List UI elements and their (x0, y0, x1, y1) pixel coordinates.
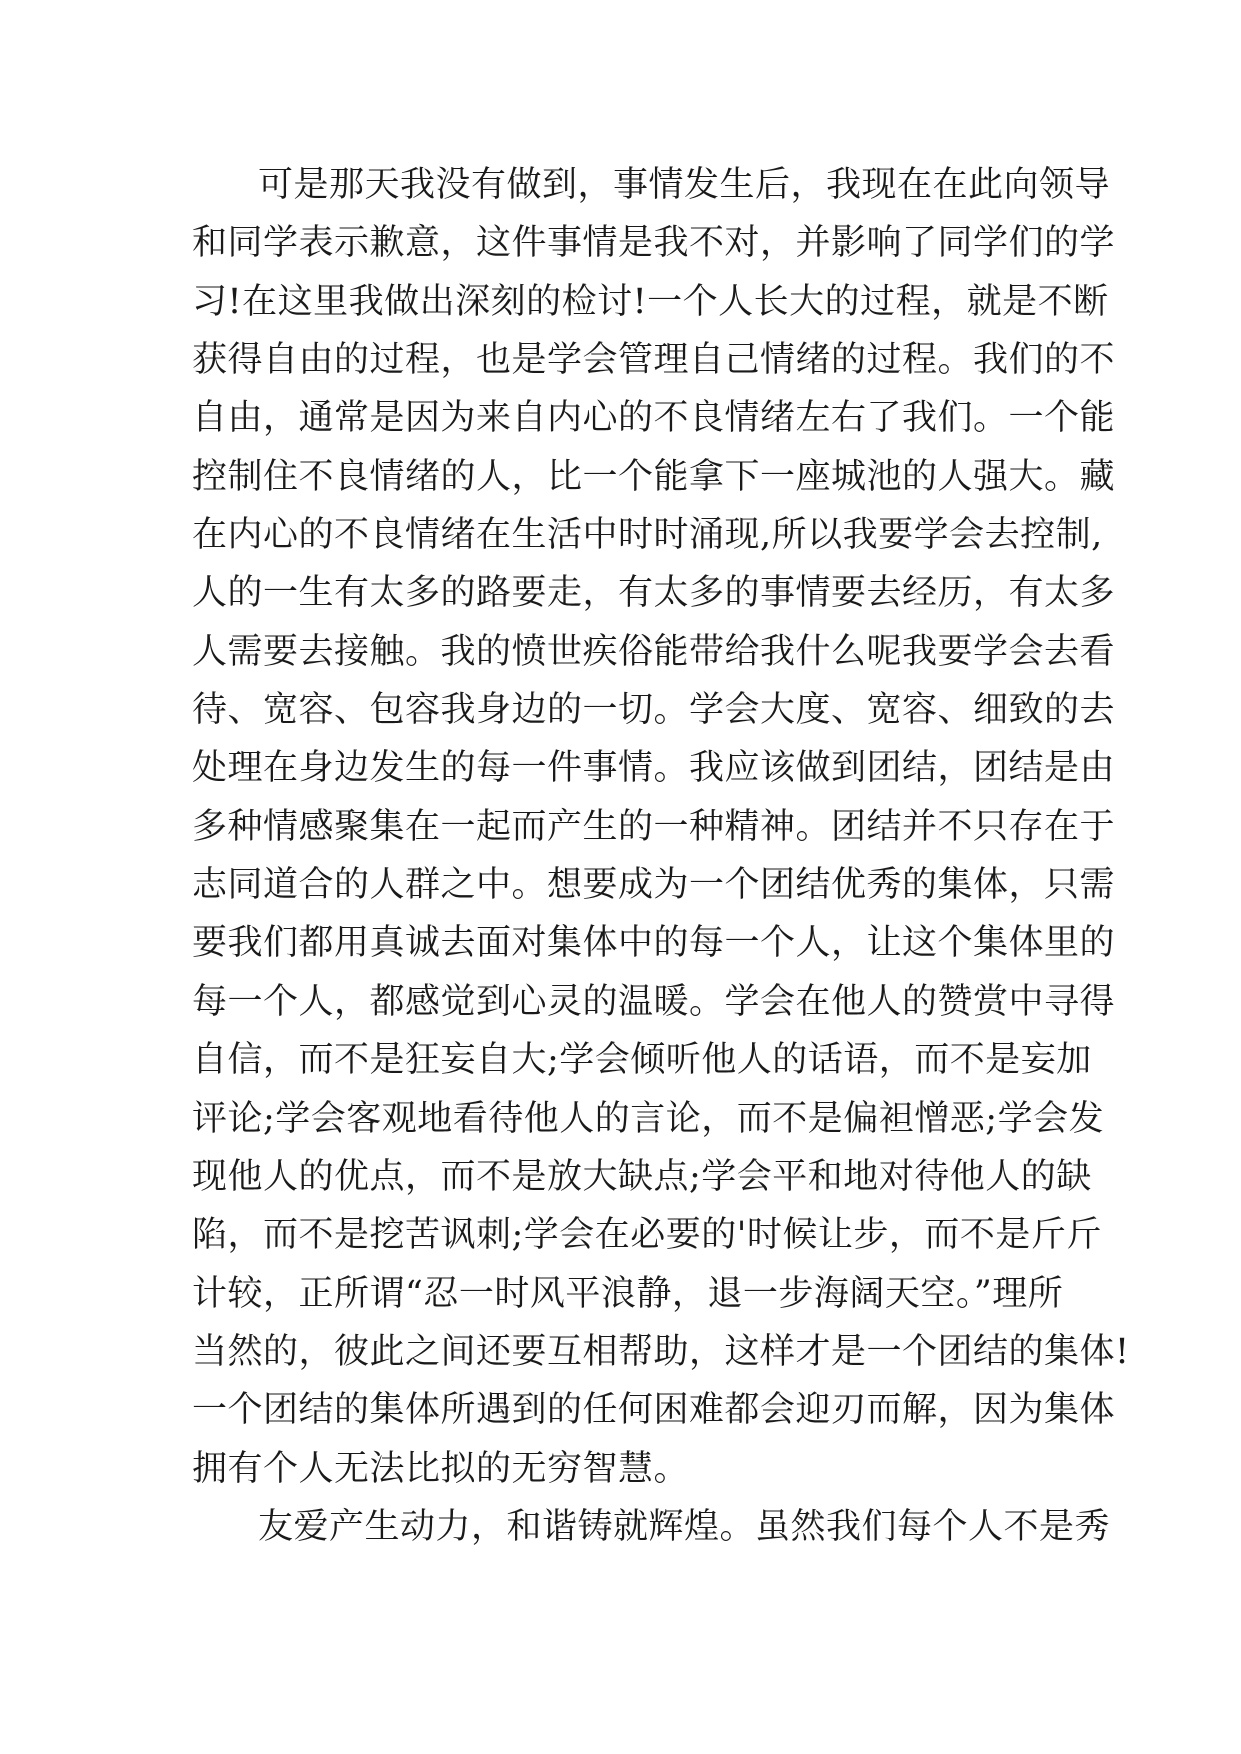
text-line: 志同道合的人群之中。想要成为一个团结优秀的集体，只需 (192, 865, 1116, 906)
text-line: 人的一生有太多的路要走，有太多的事情要去经历，有太多 (192, 573, 1116, 614)
text-line: 陷，而不是挖苦讽刺;学会在必要的'时候让步，而不是斤斤 (192, 1215, 1102, 1256)
text-line: 当然的，彼此之间还要互相帮助，这样才是一个团结的集体! (192, 1331, 1130, 1372)
text-line: 评论;学会客观地看待他人的言论，而不是偏袒憎恶;学会发 (192, 1098, 1105, 1139)
text-line: 控制住不良情绪的人，比一个能拿下一座城池的人强大。藏 (192, 456, 1116, 497)
text-line: 拥有个人无法比拟的无穷智慧。 (192, 1448, 690, 1489)
text-line: 待、宽容、包容我身边的一切。学会大度、宽容、细致的去 (192, 690, 1116, 731)
text-line: 自由，通常是因为来自内心的不良情绪左右了我们。一个能 (192, 398, 1116, 439)
text-line: 一个团结的集体所遇到的任何困难都会迎刃而解，因为集体 (192, 1390, 1116, 1431)
text-line: 多种情感聚集在一起而产生的一种精神。团结并不只存在于 (192, 806, 1116, 847)
text-line: 人需要去接触。我的愤世疾俗能带给我什么呢我要学会去看 (192, 631, 1116, 672)
text-line: 习!在这里我做出深刻的检讨!一个人长大的过程，就是不断 (192, 281, 1109, 322)
document-body (192, 156, 1130, 1556)
text-line: 获得自由的过程，也是学会管理自己情绪的过程。我们的不 (192, 340, 1116, 381)
text-line: 和同学表示歉意，这件事情是我不对，并影响了同学们的学 (192, 223, 1116, 264)
paragraph-2 (192, 1498, 1111, 1556)
text-line: 自信，而不是狂妄自大;学会倾听他人的话语，而不是妄加 (192, 1040, 1092, 1081)
text-line: 每一个人，都感觉到心灵的温暖。学会在他人的赞赏中寻得 (192, 981, 1116, 1022)
text-line: 现他人的优点，而不是放大缺点;学会平和地对待他人的缺 (192, 1156, 1092, 1197)
text-line: 计较，正所谓“忍一时风平浪静，退一步海阔天空。”理所 (192, 1273, 1064, 1314)
paragraph-1 (192, 156, 1130, 1498)
text-line: 处理在身边发生的每一件事情。我应该做到团结，团结是由 (192, 748, 1116, 789)
text-line: 友爱产生动力，和谐铸就辉煌。虽然我们每个人不是秀 (258, 1506, 1111, 1547)
text-line: 可是那天我没有做到，事情发生后，我现在在此向领导 (258, 165, 1111, 205)
text-line: 要我们都用真诚去面对集体中的每一个人，让这个集体里的 (192, 923, 1116, 964)
text-line: 在内心的不良情绪在生活中时时涌现,所以我要学会去控制, (192, 515, 1103, 556)
